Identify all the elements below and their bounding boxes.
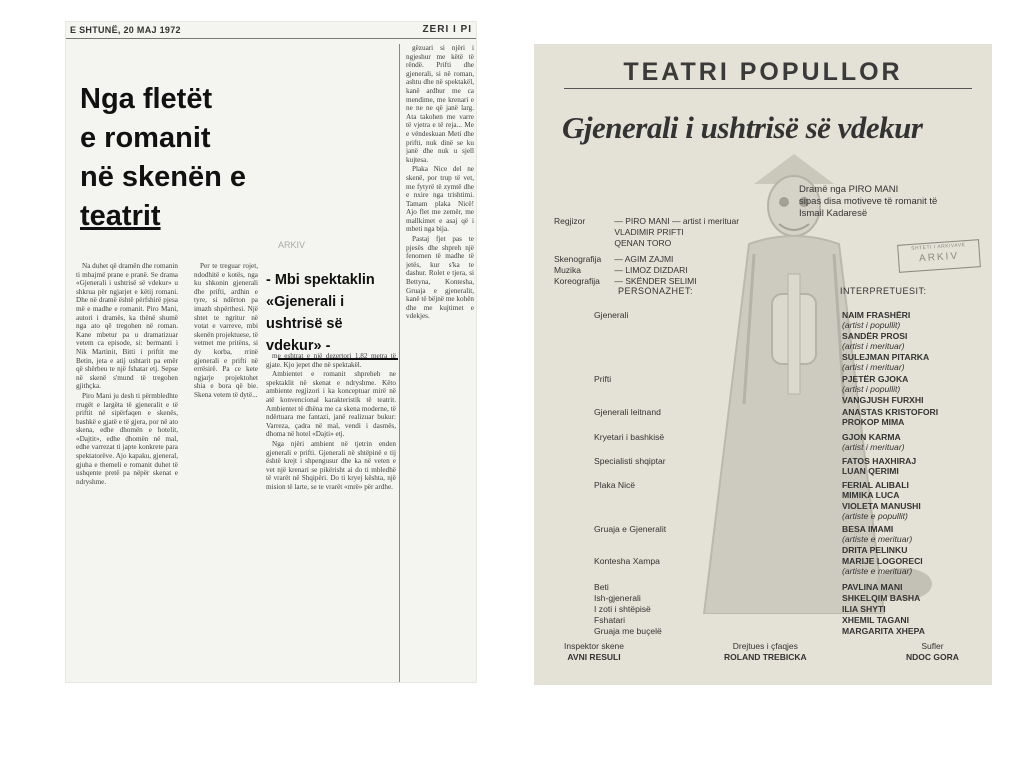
character-name: Ish-gjenerali [594, 593, 641, 603]
actor-list [842, 480, 921, 522]
actor-name: SHKELQIM BASHA [842, 593, 921, 603]
article-paragraph: Per te treguar rojet, ndodhitë e kotës, nga ku shkonin gjenerali dhe prifti, ardhin e tyre, si ndërton pa imazh shpërthesi. Një shtet te ngritur në votat e varreve, mbi skenën projektuese, të vetmet me pritëns, si dy korba, rrinë gjenerali e prifti në errësirë. Pa ce kete ngjarje projektohet shia e bora që bie. Skena vetem të dytë... [194, 262, 258, 399]
actor-list [842, 615, 909, 625]
character-name: Beti [594, 582, 609, 592]
actor-name: GJON KARMA [842, 432, 901, 442]
actor-name: FERIAL ALIBALI [842, 480, 909, 490]
article-column [76, 262, 178, 682]
footer-role: Sufler [921, 641, 944, 651]
actor-title: (artist i popullit) [842, 384, 901, 395]
actor-name: PAVLINA MANI [842, 582, 903, 592]
actor-name: FATOS HAXHIRAJ [842, 456, 917, 466]
character-name: Gruaja e Gjeneralit [594, 524, 667, 534]
actor-name: XHEMIL TAGANI [842, 615, 909, 625]
crew-names [614, 265, 687, 276]
article-subheadline [266, 269, 401, 360]
character-name: Prifti [594, 374, 612, 384]
article-paragraph: Na duhet që dramën dhe romanin ti mbajmë prane e pranë. Se drama «Gjenerali i ushtrisë së vdekur» u shkrua për ngjarjet e këtij romani. Dhe në dramë është përfshirë pjesa më e madhe e romanit. Piro Mani, autori i dramës, ka thënë shumë nga ato që tregohen në roman. Kane mbetur pa u dramatizuar vetem ca episode, si: bermanti i Nik Martinit, Bitti i priftit me Betin, jeta e atij ushtarit pa emër që shërbeu te një fshatar etj. Sepse në skenë s'mund të tregohen gjithçka. [76, 262, 178, 391]
headline-line: teatrit [80, 200, 161, 232]
play-title: Gjenerali i ushtrisë së vdekur [562, 110, 923, 145]
headline-line: Nga fletët [80, 83, 213, 115]
crew-role: Koreografija [554, 276, 600, 286]
article-paragraph: Piro Mani ju desh ti përmbledhte rrugët e largëta të gjeneralit e të priftit në sipërfaqen e skenës, bashkë e gjatë e të gjera, por në ato skena, edhe dhomën e hotelit, «Dajtit», edhe dhomën në mal, edhe varrezat ti japte konkrete para spektatorëve. Ajo kapaku, gjeneral, gjuha e themeli e romanit duhet të ushqente pretë pa nëpër skenat e ndryshme. [76, 391, 178, 486]
newspaper-name: ZERI I PI [422, 24, 472, 35]
actor-list [842, 407, 938, 428]
actor-name: VIOLETA MANUSHI [842, 500, 921, 511]
actor-list [842, 604, 886, 614]
crew-name: — PIRO MANI — artist i merituar [614, 216, 740, 226]
character-name: Kryetari i bashkisë [594, 432, 665, 442]
actor-list [842, 374, 924, 405]
article-column [406, 44, 474, 682]
actor-name: DRITA PELINKU [842, 544, 908, 555]
drama-credit-line: Ismail Kadaresë [799, 208, 868, 219]
article-paragraph: Ambientet e romanit shpreheh ne spektaklit në skenat e ndryshme. Këto ambiente regjizori i ka konceptuar mirë në atë konvencional karakteristik të teatrit. Ambientet të dhëna me ca skena moderne, të ndërtuara me fantazi, janë realizuar bukur: Varreza, çadra në mal, vendi i dasmës, dhoma në hotel «Dajti» etj. [266, 370, 396, 439]
actor-list [842, 524, 912, 555]
crew-names [614, 254, 673, 265]
crew-name: QENAN TORO [614, 238, 672, 248]
article-paragraph: Nga njëri ambient në tjetrin enden gjenerali e prifti. Gjenerali në shtëpinë e tij është krejt i shpengusur dhe ka në veten e vet një krenari se pikërisht ai do ti mbledhë të vrarët në Shqipëri. Do ti kryej kështa, një mision të larte, se te vrarët «mrë» për ardhe. [266, 439, 396, 491]
footer-prompter [906, 641, 959, 663]
footer-name: ROLAND TREBICKA [724, 652, 807, 662]
subhead-line: ushtrisë së [266, 316, 343, 332]
archive-stamp: ARKIV [278, 240, 306, 250]
actor-name: NAIM FRASHËRI [842, 310, 911, 320]
actor-name: MARIJE LOGORECI [842, 556, 923, 566]
drama-credit-line: Dramë nga PIRO MANI [799, 184, 899, 195]
actor-title: (artiste e merituar) [842, 534, 913, 545]
actor-list [842, 626, 925, 636]
crew-names [614, 216, 739, 249]
footer-show-manager [724, 641, 807, 663]
actor-list [842, 593, 920, 603]
character-name: Kontesha Xampa [594, 556, 660, 566]
crew-role: Regjizor [554, 216, 586, 226]
actor-title: (artist i merituar) [842, 341, 905, 352]
headline-line: në skenën e [80, 161, 247, 193]
character-name: Gjenerali [594, 310, 629, 320]
actor-title: (artiste e popullit) [842, 511, 908, 522]
actor-name: LUAN QERIMI [842, 466, 899, 477]
performers-heading: INTERPRETUESIT: [840, 286, 927, 296]
column-divider [399, 44, 400, 682]
newspaper-clipping [66, 22, 476, 682]
headline-line: e romanit [80, 122, 211, 154]
actor-title: (artist i popullit) [842, 320, 901, 331]
actor-title: (artist i merituar) [842, 442, 905, 453]
drama-credit-line: sipas disa motiveve të romanit të [799, 196, 938, 207]
program-theatre-name: TEATRI POPULLOR [623, 58, 903, 86]
drama-credit [799, 184, 937, 220]
subhead-line: - Mbi spektaklin [266, 272, 375, 288]
actor-name: ANASTAS KRISTOFORI [842, 407, 939, 417]
article-paragraph: Pastaj fjet pas te pjesës dhe shpreh një fenomen të madhe të jetës, kur s'ka te dashur. Rolet e tjera, si Bettyna, Kontesha, Gruaja e gjeneralit, kanë të bëjnë me kohën dhe me kujtimet e vdekjes. [406, 235, 474, 321]
actor-title: (artist i merituar) [842, 362, 905, 373]
actor-name: MIMIKA LUCA [842, 490, 900, 501]
character-name: Plaka Nicë [594, 480, 636, 490]
stamp-main-text: ARKIV [918, 250, 960, 265]
article-paragraph: gëzuari si njëri i ngjeshur me këtë të rëndë. Prifti dhe gjenerali, si në roman, ashtu dhe në spektakël, kanë ardhur me ca mendime, me krenari e ne ne ne që janë larg. Ata takohen me varre të vjetra e të reja... Me e vëndeskuan Meti dhe prifti, nuk dinë se ku janë dhe nuk u sjell kujtesa. [406, 44, 474, 164]
character-name: Gruaja me buçelë [594, 626, 662, 636]
character-name: Specialisti shqiptar [594, 456, 666, 466]
crew-name: VLADIMIR PRIFTI [614, 227, 684, 237]
article-column [194, 262, 258, 682]
actor-name: BESA IMAMI [842, 524, 894, 534]
footer-name: NDOC GORA [906, 652, 959, 662]
subhead-line: «Gjenerali i [266, 294, 345, 310]
title-rule [564, 88, 972, 89]
crew-role: Muzika [554, 265, 581, 275]
actor-list [842, 432, 905, 453]
footer-name: AVNI RESULI [567, 652, 621, 662]
actor-name: ILIA SHYTI [842, 604, 886, 614]
crew-name: — AGIM ZAJMI [614, 254, 674, 264]
character-name: Fshatari [594, 615, 626, 625]
article-headline [80, 80, 280, 236]
actor-name: SANDËR PROSI [842, 330, 908, 341]
actor-name: PROKOP MIMA [842, 417, 905, 428]
actor-name: MARGARITA XHEPA [842, 626, 925, 636]
footer-role: Drejtues i çfaqjes [732, 641, 798, 651]
stamp-top-text: SHTETI I ARKIVAVE [911, 242, 966, 252]
crew-name: — LIMOZ DIZDARI [614, 265, 688, 275]
actor-list [842, 456, 916, 477]
character-name: Gjenerali leitnand [594, 407, 661, 417]
crew-scenography [554, 254, 673, 265]
newspaper-masthead [66, 22, 476, 39]
actor-list [842, 310, 929, 372]
crew-director [554, 216, 739, 249]
article-paragraph: me eshtrat e një dezertori 1.82 metra të gjate. Kjo jepet dhe në spektakël. [266, 352, 396, 369]
actor-name: PJETËR GJOKA [842, 374, 909, 384]
actor-name: VANGJUSH FURXHI [842, 394, 924, 405]
footer-role: Inspektor skene [564, 641, 625, 651]
article-column [266, 352, 396, 682]
crew-role: Skenografija [554, 254, 602, 264]
article-paragraph: Plaka Nice del ne skenë, por trup të vet, me fytyrë të zymtë dhe e nxire nga trishtimi. Tamam plaka Nicë! Ajo flet me zemër, me mallkimet e asaj që i mbeti nga bija. [406, 165, 474, 234]
crew-music [554, 265, 688, 276]
actor-list [842, 556, 923, 577]
character-name: I zoti i shtëpisë [594, 604, 651, 614]
actor-name: SULEJMAN PITARKA [842, 351, 930, 362]
newspaper-date: E SHTUNË, 20 MAJ 1972 [70, 25, 181, 35]
subhead-line: vdekur» - [266, 338, 331, 354]
crew-name: — SKËNDER SELIMI [614, 276, 697, 286]
actor-list [842, 582, 902, 592]
theatre-program [534, 44, 992, 685]
footer-stage-inspector [564, 641, 624, 663]
archive-stamp [897, 239, 981, 273]
characters-heading: PERSONAZHET: [618, 286, 694, 296]
actor-title: (artiste e merituar) [842, 566, 913, 577]
